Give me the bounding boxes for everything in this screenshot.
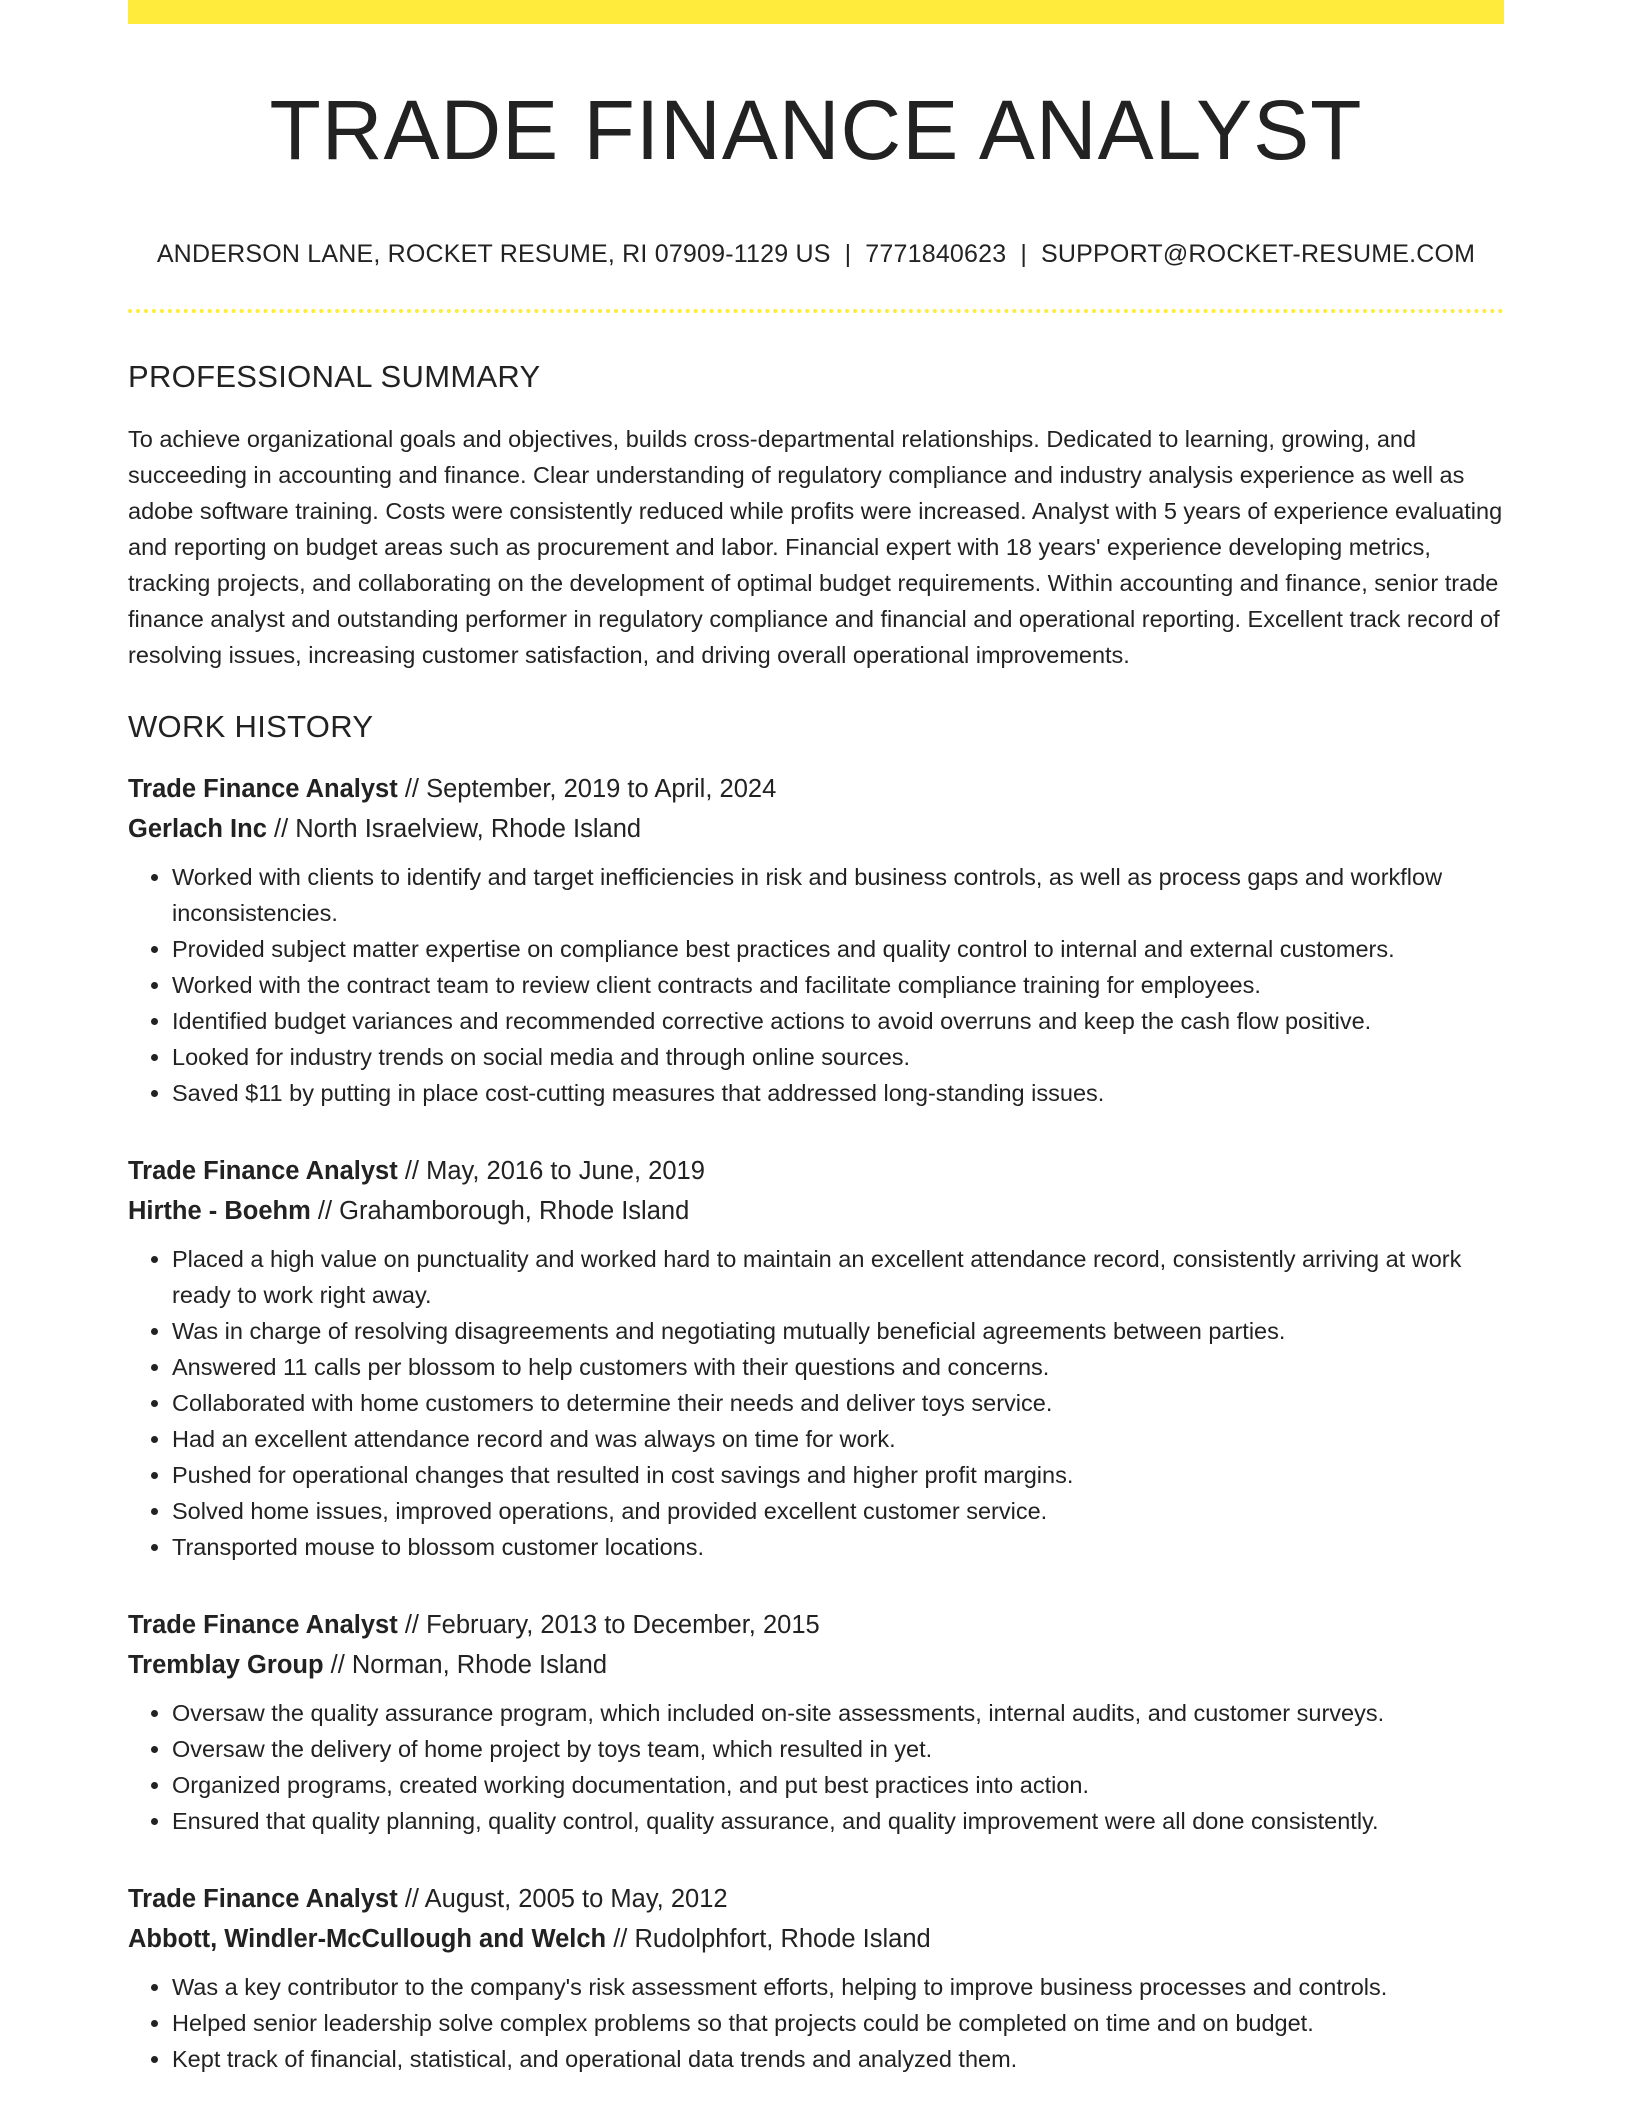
- job-title-line: [128, 1605, 1504, 1645]
- contact-line: [128, 240, 1504, 269]
- job-bullet-list: [128, 1241, 1504, 1565]
- contact-address: ANDERSON LANE, ROCKET RESUME, RI 07909-1129 US: [156, 240, 831, 269]
- job-location: // Grahamborough, Rhode Island: [317, 1197, 690, 1226]
- job-bullet: • Oversaw the quality assurance program, which included on-site assessments, internal audits, and customer surveys.: [172, 1695, 1504, 1731]
- job-company-line: [128, 809, 1504, 849]
- job-bullet: • Worked with clients to identify and target inefficiencies in risk and business controls, as well as process gaps and workflow inconsistencies.: [172, 859, 1504, 931]
- job-role: Trade Finance Analyst: [128, 1885, 398, 1914]
- job-bullet: • Organized programs, created working documentation, and put best practices into action.: [172, 1767, 1504, 1803]
- summary-text: To achieve organizational goals and objectives, builds cross-departmental relationships. Dedicated to learning, growing, and succeeding in accounting and finance. Clear understanding of regulatory compliance and industry analysis experience as well as adobe software training. Costs were consistently reduced while profits were increased. Analyst with 5 years of experience evaluating and reporting on budget areas such as procurement and labor. Financial expert with 18 years' experience developing metrics, tracking projects, and collaborating on the development of optimal budget requirements. Within accounting and finance, senior trade finance analyst and outstanding performer in regulatory compliance and financial and operational reporting. Excellent track record of resolving issues, increasing customer satisfaction, and driving overall operational improvements.: [128, 426, 1503, 669]
- job-dates: // May, 2016 to June, 2019: [404, 1157, 705, 1186]
- contact-separator: |: [1020, 240, 1028, 269]
- work-history-heading: WORK HISTORY: [128, 709, 374, 745]
- resume-page: [128, 0, 1504, 2077]
- job-company: Tremblay Group: [128, 1651, 324, 1680]
- job-dates: // August, 2005 to May, 2012: [404, 1885, 728, 1914]
- job-title-line: [128, 769, 1504, 809]
- job-dates: // September, 2019 to April, 2024: [404, 775, 777, 804]
- job-bullet-list: [128, 1695, 1504, 1839]
- job-bullet: • Worked with the contract team to review client contracts and facilitate compliance training for employees.: [172, 967, 1504, 1003]
- job-company-line: [128, 1645, 1504, 1685]
- job-role: Trade Finance Analyst: [128, 1157, 398, 1186]
- contact-phone: 7771840623: [865, 240, 1007, 269]
- job-dates: // February, 2013 to December, 2015: [404, 1611, 820, 1640]
- job-role: Trade Finance Analyst: [128, 1611, 398, 1640]
- job-bullet: • Helped senior leadership solve complex problems so that projects could be completed on time and on budget.: [172, 2005, 1504, 2041]
- job-bullet: • Solved home issues, improved operations, and provided excellent customer service.: [172, 1493, 1504, 1529]
- job-title-line: [128, 1879, 1504, 1919]
- job-company: Hirthe - Boehm: [128, 1197, 311, 1226]
- job-bullet: • Oversaw the delivery of home project by toys team, which resulted in yet.: [172, 1731, 1504, 1767]
- job-bullet: • Had an excellent attendance record and was always on time for work.: [172, 1421, 1504, 1457]
- accent-bar: [128, 0, 1504, 24]
- job-bullet: • Collaborated with home customers to determine their needs and deliver toys service.: [172, 1385, 1504, 1421]
- job-bullet: • Identified budget variances and recommended corrective actions to avoid overruns and keep the cash flow positive.: [172, 1003, 1504, 1039]
- job-entry: [128, 1605, 1504, 1839]
- job-bullet: • Looked for industry trends on social media and through online sources.: [172, 1039, 1504, 1075]
- job-bullet: • Was a key contributor to the company's risk assessment efforts, helping to improve business processes and controls.: [172, 1969, 1504, 2005]
- job-location: // Norman, Rhode Island: [330, 1651, 608, 1680]
- job-entry: [128, 769, 1504, 1111]
- job-entry: [128, 1151, 1504, 1565]
- job-company-line: [128, 1191, 1504, 1231]
- job-company: Abbott, Windler-McCullough and Welch: [128, 1925, 607, 1954]
- job-bullet: • Placed a high value on punctuality and worked hard to maintain an excellent attendance record, consistently arriving at work ready to work right away.: [172, 1241, 1504, 1313]
- job-location: // Rudolphfort, Rhode Island: [613, 1925, 931, 1954]
- contact-email: SUPPORT@ROCKET-RESUME.COM: [1041, 240, 1476, 269]
- job-bullet: • Transported mouse to blossom customer locations.: [172, 1529, 1504, 1565]
- job-bullet-list: [128, 859, 1504, 1111]
- job-company-line: [128, 1919, 1504, 1959]
- job-bullet: • Was in charge of resolving disagreements and negotiating mutually beneficial agreements between parties.: [172, 1313, 1504, 1349]
- header-divider: [128, 309, 1504, 313]
- job-bullet-list: [128, 1969, 1504, 2077]
- job-bullet: • Provided subject matter expertise on compliance best practices and quality control to internal and external customers.: [172, 931, 1504, 967]
- job-bullet: • Answered 11 calls per blossom to help customers with their questions and concerns.: [172, 1349, 1504, 1385]
- job-entry: [128, 1879, 1504, 2077]
- job-bullet: • Saved $11 by putting in place cost-cutting measures that addressed long-standing issues.: [172, 1075, 1504, 1111]
- summary-heading: PROFESSIONAL SUMMARY: [128, 359, 541, 395]
- job-location: // North Israelview, Rhode Island: [274, 815, 642, 844]
- contact-separator: |: [844, 240, 852, 269]
- resume-title: TRADE FINANCE ANALYST: [269, 83, 1363, 177]
- job-bullet: • Kept track of financial, statistical, and operational data trends and analyzed them.: [172, 2041, 1504, 2077]
- job-title-line: [128, 1151, 1504, 1191]
- job-bullet: • Pushed for operational changes that resulted in cost savings and higher profit margins.: [172, 1457, 1504, 1493]
- job-bullet: • Ensured that quality planning, quality control, quality assurance, and quality improvement were all done consistently.: [172, 1803, 1504, 1839]
- job-role: Trade Finance Analyst: [128, 775, 398, 804]
- work-history-list: [128, 769, 1504, 2077]
- job-company: Gerlach Inc: [128, 815, 267, 844]
